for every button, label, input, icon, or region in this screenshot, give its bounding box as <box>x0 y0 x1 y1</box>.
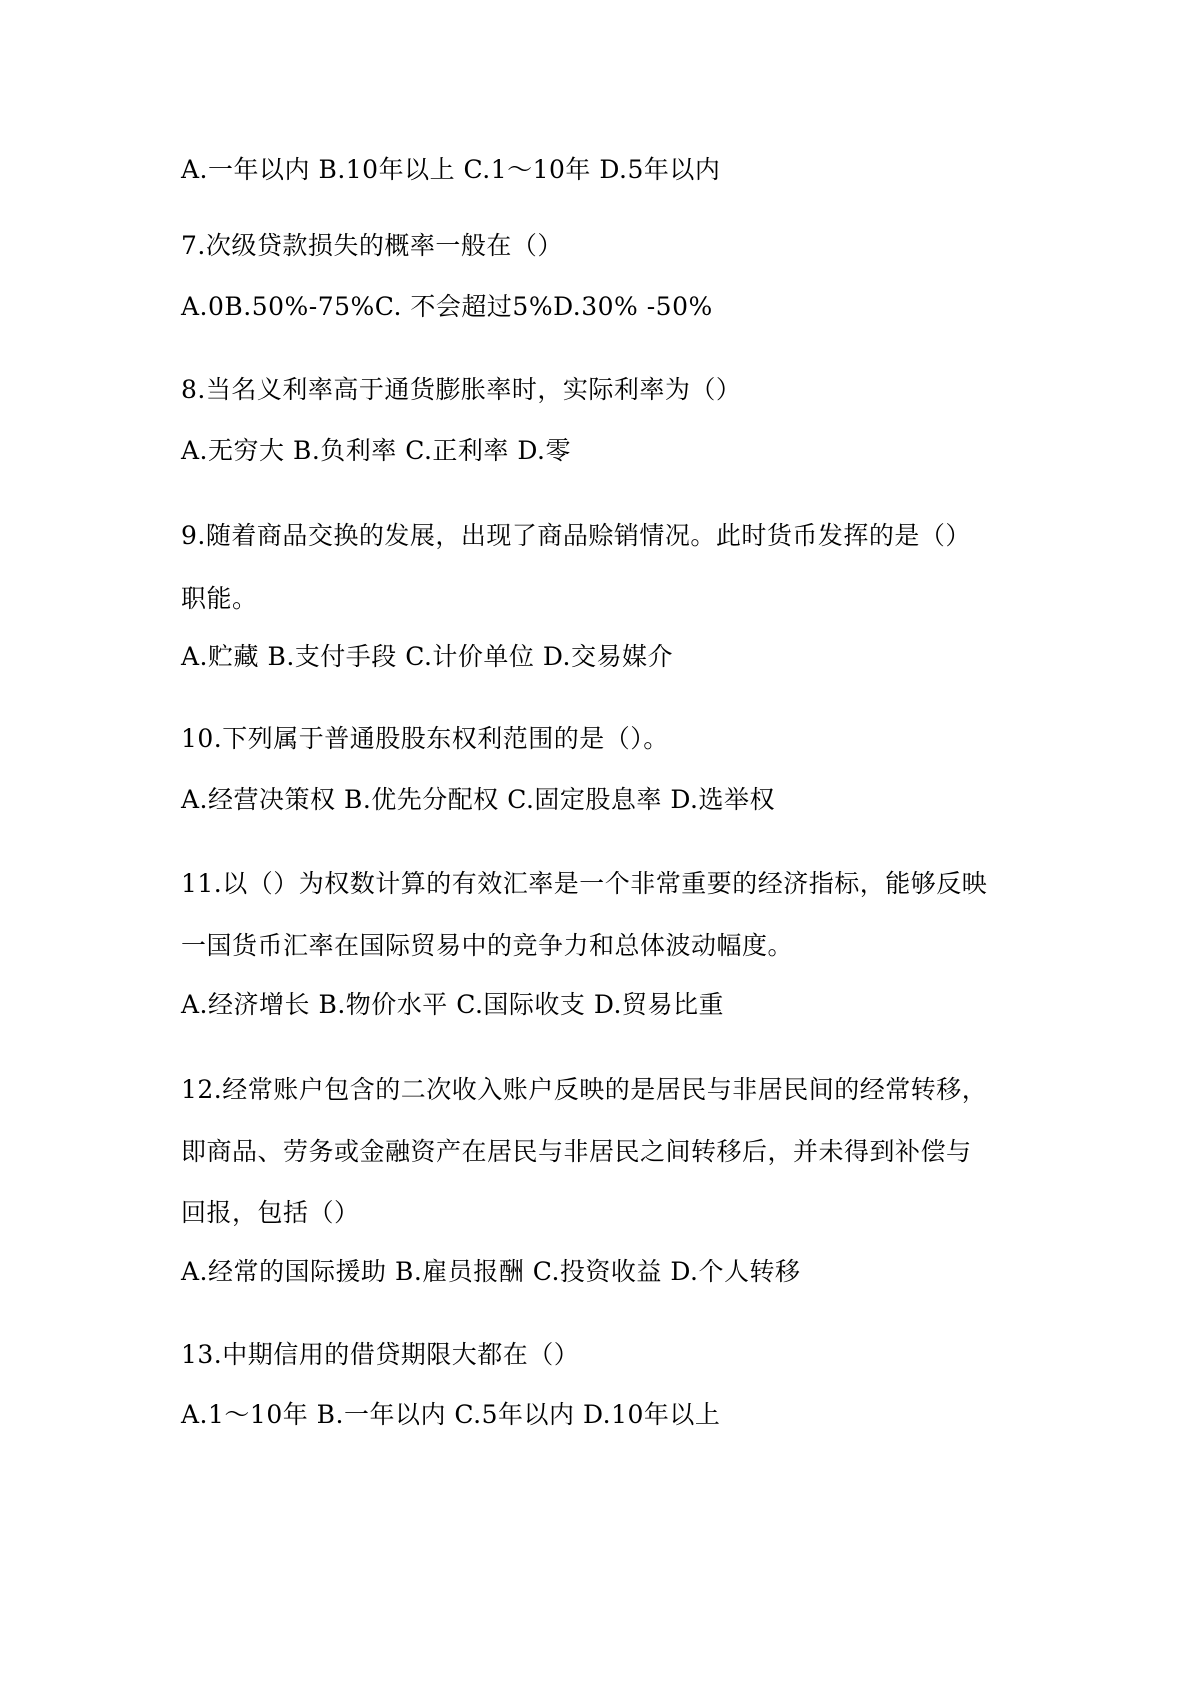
q10-options: A.经营决策权 B.优先分配权 C.固定股息率 D.选举权 <box>181 785 775 814</box>
q9-options: A.贮藏 B.支付手段 C.计价单位 D.交易媒介 <box>181 642 673 671</box>
q9-question-line1: 9.随着商品交换的发展，出现了商品赊销情况。此时货币发挥的是（） <box>181 521 971 550</box>
q12-options: A.经常的国际援助 B.雇员报酬 C.投资收益 D.个人转移 <box>181 1257 801 1286</box>
q8-question: 8.当名义利率高于通货膨胀率时，实际利率为（） <box>181 375 742 404</box>
q11-question-line2: 一国货币汇率在国际贸易中的竞争力和总体波动幅度。 <box>181 931 794 960</box>
q7-options: A.0B.50%-75%C. 不会超过5%D.30% -50% <box>181 292 713 321</box>
q7-question: 7.次级贷款损失的概率一般在（） <box>181 231 563 260</box>
q8-options: A.无穷大 B.负利率 C.正利率 D.零 <box>181 436 571 465</box>
q11-question-line1: 11.以（）为权数计算的有效汇率是一个非常重要的经济指标，能够反映 <box>181 869 988 898</box>
q13-question: 13.中期信用的借贷期限大都在（） <box>181 1340 580 1369</box>
q13-options: A.1～10年 B.一年以内 C.5年以内 D.10年以上 <box>181 1400 721 1429</box>
q12-question-line3: 回报，包括（） <box>181 1198 360 1227</box>
q11-options: A.经济增长 B.物价水平 C.国际收支 D.贸易比重 <box>181 990 724 1019</box>
q6-options: A.一年以内 B.10年以上 C.1～10年 D.5年以内 <box>181 155 721 184</box>
q10-question: 10.下列属于普通股股东权利范围的是（）。 <box>181 724 669 753</box>
q12-question-line2: 即商品、劳务或金融资产在居民与非居民之间转移后，并未得到补偿与 <box>181 1137 972 1166</box>
q12-question-line1: 12.经常账户包含的二次收入账户反映的是居民与非居民间的经常转移， <box>181 1075 988 1104</box>
q9-question-line2: 职能。 <box>181 584 258 613</box>
